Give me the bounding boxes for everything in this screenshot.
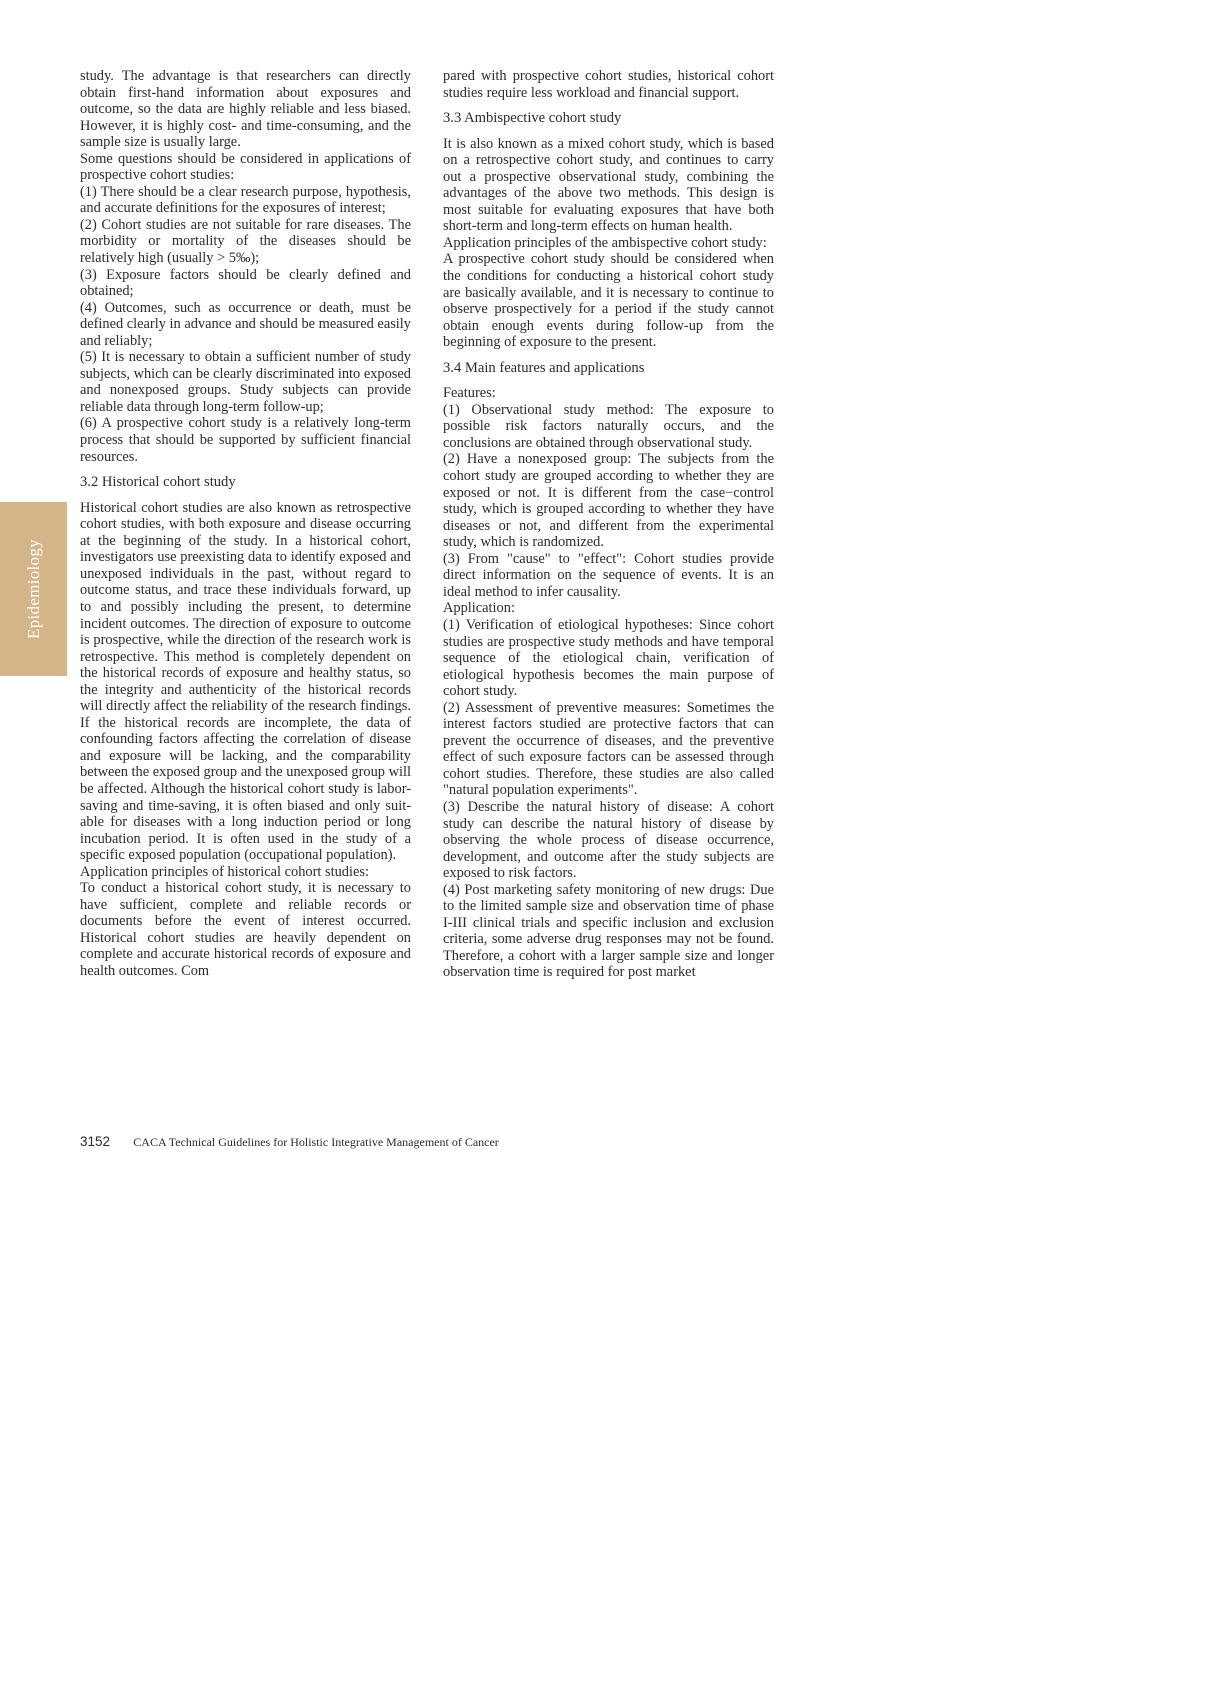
section-heading: 3.2 Historical cohort study <box>80 474 236 491</box>
list-item: (2) Have a nonexposed group: The subjects from the cohort study are grouped according to whether they are exposed or not. It is different from the case−control study, which is grouped according to whether they have diseases or not, and different from the experimental study, which is randomized. <box>443 451 774 551</box>
page-number: 3152 <box>80 1134 111 1149</box>
paragraph: study. The advantage is that researchers can directly obtain first-hand information about exposures and outcome, so the data are highly reliable and less biased. However, it is highly cost- and time-consuming, and the sample size is usually large. <box>80 68 411 151</box>
paragraph: To conduct a historical cohort study, it is necessary to have sufficient, complete and reliable records or documents before the event of interest occurred. Historical cohort studies are heavily dependent on complete and accurate historical records of exposure and health outcomes. Com <box>80 880 411 979</box>
page-footer <box>80 1134 499 1150</box>
list-item: (1) Observational study method: The exposure to possible risk factors naturally occurs, and the conclusions are obtained through observational study. <box>443 401 774 451</box>
paragraph: Application: <box>443 600 515 617</box>
paragraph: Features: <box>443 385 496 402</box>
paragraph: Application principles of historical cohort studies: <box>80 863 369 880</box>
list-item: (3) Describe the natural history of disease: A cohort study can describe the natural history of disease by observing the whole process of disease occurrence, development, and outcome after the study subjects are exposed to risk factors. <box>443 798 774 882</box>
left-column <box>80 68 411 980</box>
section-heading: 3.4 Main features and applications <box>443 359 645 376</box>
list-item: (4) Post marketing safety monitoring of new drugs: Due to the limited sample size and observation time of phase I-III clinical trials and specific inclusion and exclusion criteria, some adverse drug responses may not be found. Therefore, a cohort with a larger sample size and longer observation time is required for post market <box>443 881 774 981</box>
list-item: (5) It is necessary to obtain a sufficient number of study subjects, which can be clearly discriminated into exposed and nonexposed groups. Study subjects can provide reliable data through long-term follow-up; <box>80 349 411 415</box>
running-title: CACA Technical Guidelines for Holistic Integrative Management of Cancer <box>133 1135 499 1149</box>
list-item: (3) Exposure factors should be clearly defined and obtained; <box>80 266 411 300</box>
paragraph: Some questions should be considered in applications of prospective cohort studies: <box>80 150 411 184</box>
paragraph: pared with prospective cohort studies, historical cohort studies require less workload and financial support. <box>443 68 774 101</box>
list-item: (4) Outcomes, such as occurrence or death, must be defined clearly in advance and should be measured easily and reliably; <box>80 299 411 349</box>
list-item: (1) There should be a clear research purpose, hypothesis, and accurate definitions for the exposures of interest; <box>80 183 411 217</box>
list-item: (3) From "cause" to "effect": Cohort studies provide direct information on the sequence of events. It is an ideal method to infer causality. <box>443 550 774 600</box>
paragraph: Historical cohort studies are also known as retrospective cohort studies, with both exposure and disease occurring at the beginning of the study. In a historical cohort, investigators use preexisting data to identify exposed and unexposed individuals in the past, without regard to outcome status, and trace these individuals forward, up to and possibly including the present, to determine incident outcomes. The direction of exposure to outcome is prospective, while the direction of the research work is retrospective. This method is completely dependent on the historical records of exposure and healthy status, so the integrity and authenticity of the historical records will directly affect the reliability of the research findings. If the historical records are incomplete, the data of confounding factors affecting the correlation of disease and exposure will be lacking, and the comparability between the exposed group and the unexposed group will be affected. Although the historical cohort study is labor-saving and time-saving, it is often biased and only suitable for diseases with a long induction period or long incubation period. It is often used in the study of a specific exposed population (occupational population). <box>80 499 411 864</box>
section-side-tab-label: Epidemiology <box>23 539 43 639</box>
list-item: (2) Assessment of preventive measures: Sometimes the interest factors studied are protective factors that can prevent the occurrence of diseases, and the preventive effect of such exposure factors can be assessed through cohort studies. Therefore, these studies are also called "natural population experiments". <box>443 699 774 799</box>
section-heading: 3.3 Ambispective cohort study <box>443 110 622 127</box>
paragraph: A prospective cohort study should be considered when the conditions for conducting a historical cohort study are basically available, and it is necessary to continue to observe prospectively for a period if the study cannot obtain enough events during follow-up from the beginning of exposure to the present. <box>443 251 774 351</box>
paragraph: It is also known as a mixed cohort study, which is based on a retrospective cohort study, and continues to carry out a prospective observational study, combining the advantages of the above two methods. This design is most suitable for evaluating exposures that have both short-term and long-term effects on human health. <box>443 135 774 235</box>
list-item: (1) Verification of etiological hypotheses: Since cohort studies are prospective study methods and have temporal sequence of the etiological chain, verification of etiological hypothesis becomes the main purpose of cohort study. <box>443 616 774 700</box>
list-item: (6) A prospective cohort study is a relatively long-term process that should be supported by sufficient financial resources. <box>80 415 411 465</box>
right-column <box>443 68 774 981</box>
paragraph: Application principles of the ambispective cohort study: <box>443 234 767 251</box>
list-item: (2) Cohort studies are not suitable for rare diseases. The morbidity or mortality of the diseases should be relatively high (usually > 5‰); <box>80 216 411 267</box>
section-side-tab <box>0 502 67 676</box>
